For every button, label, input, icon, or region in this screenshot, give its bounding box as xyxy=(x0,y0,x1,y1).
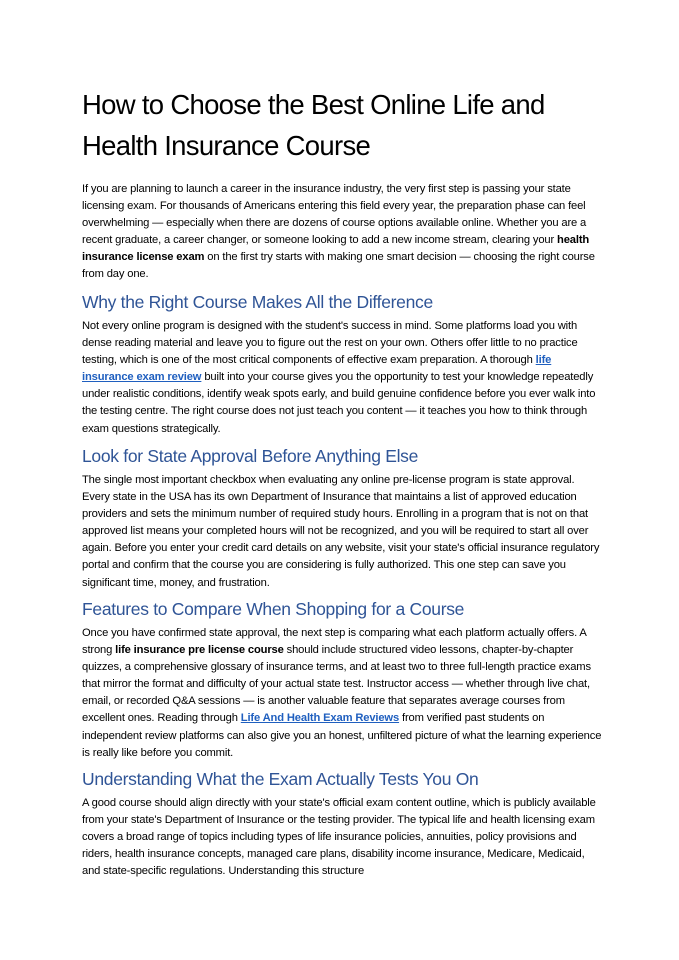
section-paragraph: Not every online program is designed with the student's success in mind. Some platforms load you with dense reading material and leave you to figure out the rest on your own. Others offer little to no practice testing, which is one of the most critical components of effective exam preparation. A thorough life insurance exam review built into your course gives you the opportunity to test your knowledge repeatedly under realistic conditions, identify weak spots early, and build genuine confidence before you ever walk into the testing centre. The right course does not just teach you content — it teaches you how to think through exam questions strategically. xyxy=(82,320,596,435)
section-heading: Understanding What the Exam Actually Tests You On xyxy=(82,769,479,789)
page-title: How to Choose the Best Online Life and Health Insurance Course xyxy=(82,89,545,161)
bold-keyword: health insurance license exam xyxy=(82,234,590,264)
section-why xyxy=(82,290,602,438)
section-heading: Why the Right Course Makes All the Difference xyxy=(82,292,433,312)
section-heading: Look for State Approval Before Anything Else xyxy=(82,446,419,466)
section-features xyxy=(82,597,602,762)
section-paragraph: Once you have confirmed state approval, the next step is comparing what each platform actually offers. A strong life insurance pre license course should include structured video lessons, chapter-by-chapter quizzes, a comprehensive glossary of insurance terms, and at least two to three full-length practice exams that mirror the format and difficulty of your actual state test. Instructor access — whether through live chat, email, or recorded Q&A sessions — is another valuable feature that separates average courses from excellent ones. Reading through Life And Health Exam Reviews from verified past students on independent review platforms can also give you an honest, unfiltered picture of what the learning experience is really like before you commit. xyxy=(82,627,602,759)
section-paragraph: The single most important checkbox when evaluating any online pre-license program is state approval. Every state in the USA has its own Department of Insurance that maintains a list of approved education providers and sets the minimum number of required study hours. Enrolling in a program that is not on that approved list means your completed hours will not be recognized, and you will be required to start all over again. Before you enter your credit card details on any website, visit your state's official insurance regulatory portal and confirm that the course you are considering is fully authorized. This one step can save you significant time, money, and frustration. xyxy=(82,474,600,589)
bold-keyword: life insurance pre license course xyxy=(115,644,284,657)
section-paragraph: A good course should align directly with your state's official exam content outline, which is publicly available from your state's Department of Insurance or the testing provider. The typical life and health licensing exam covers a broad range of topics including types of life insurance policies, annuities, policy provisions and riders, health insurance concepts, managed care plans, disability income insurance, Medicare, Medicaid, and state-specific regulations. Understanding this structure xyxy=(82,797,596,878)
intro-paragraph: If you are planning to launch a career in the insurance industry, the very first step is passing your state licensing exam. For thousands of Americans entering this field every year, the preparation phase can feel overwhelming — especially when there are dozens of course options available online. Whether you are a recent graduate, a career changer, or someone looking to add a new income stream, clearing your health insurance license exam on the first try starts with making one smart decision — choosing the right course from day one. xyxy=(82,183,595,281)
section-exam-content xyxy=(82,767,602,880)
section-heading: Features to Compare When Shopping for a Course xyxy=(82,599,465,619)
section-state-approval xyxy=(82,444,602,592)
intro-section xyxy=(82,181,602,284)
life-and-health-exam-reviews-link[interactable]: Life And Health Exam Reviews xyxy=(240,712,400,725)
life-insurance-exam-review-link[interactable]: life insurance exam review xyxy=(82,354,552,384)
